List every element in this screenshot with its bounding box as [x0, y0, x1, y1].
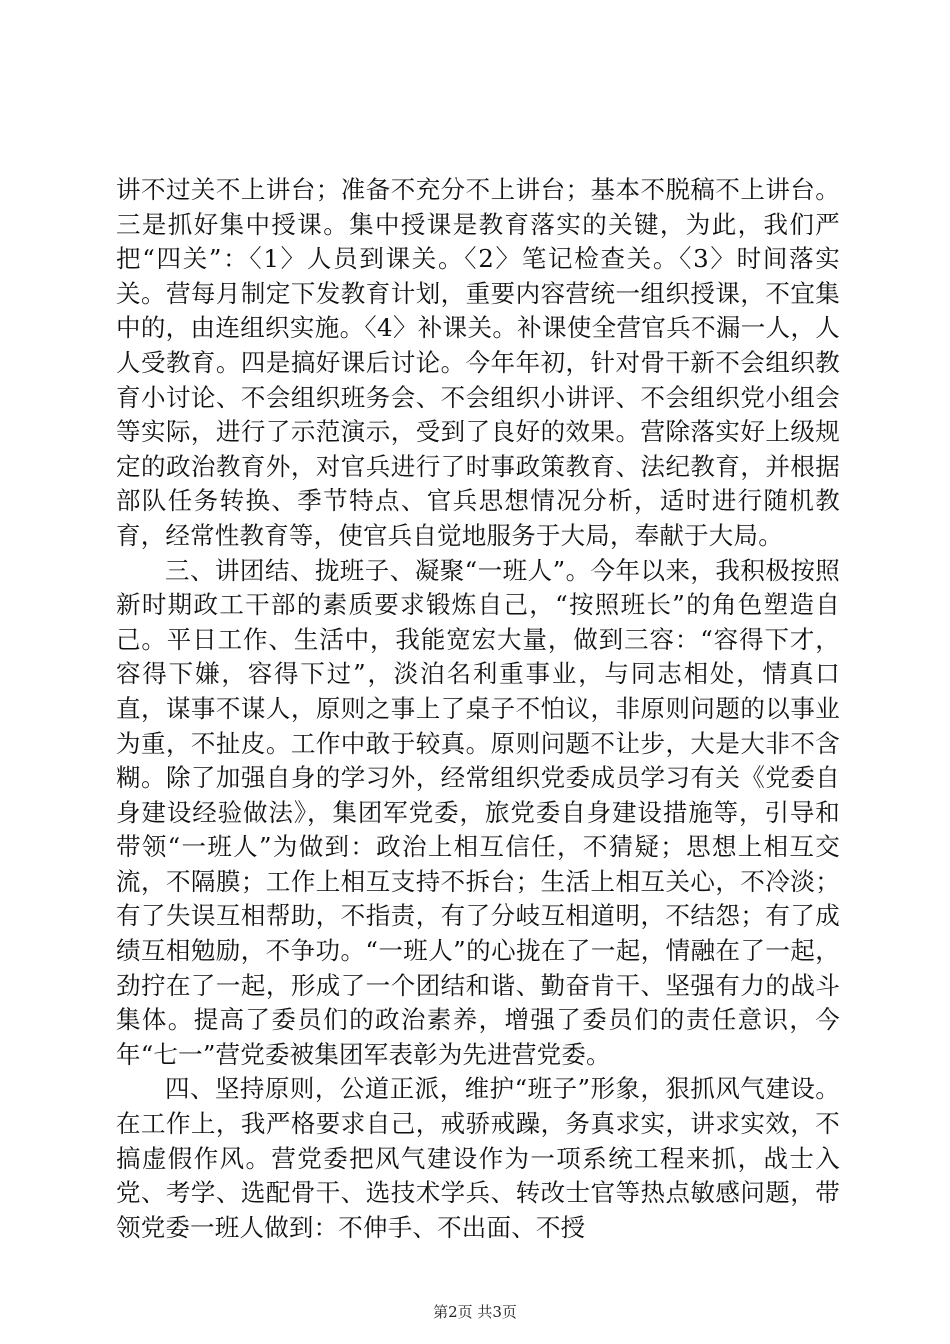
page-footer: 第2页 共3页 — [433, 1303, 517, 1321]
paragraph-3: 四、坚持原则，公道正派，维护“班子”形象，狠抓风气建设。在工作上，我严格要求自己，戒骄戒躁，务真求实，讲求实效，不搞虚假作风。营党委把风气建设作为一项系统工程来抓，战士入党、考学、选配骨干、选技术学兵、转改士官等热点敏感问题，带领党委一班人做到：不伸手、不出面、不授 — [116, 1074, 840, 1242]
paragraph-1: 讲不过关不上讲台；准备不充分不上讲台；基本不脱稿不上讲台。三是抓好集中授课。集中授课是教育落实的关键，为此，我们严把“四关”：〈1〉人员到课关。〈2〉笔记检查关。〈3〉时间落实关。营每月制定下发教育计划，重要内容营统一组织授课，不宜集中的，由连组织实施。〈4〉补课关。补课使全营官兵不漏一人，人人受教育。四是搞好课后讨论。今年年初，针对骨干新不会组织教育小讨论、不会组织班务会、不会组织小讲评、不会组织党小组会等实际，进行了示范演示，受到了良好的效果。营除落实好上级规定的政治教育外，对官兵进行了时事政策教育、法纪教育，并根据部队任务转换、季节特点、官兵思想情况分析，适时进行随机教育，经常性教育等，使官兵自觉地服务于大局，奉献于大局。 — [116, 175, 840, 550]
body-text — [116, 173, 840, 1245]
paragraph-2: 三、讲团结、拢班子、凝聚“一班人”。今年以来，我积极按照新时期政工干部的素质要求锻炼自己，“按照班长”的角色塑造自己。平日工作、生活中，我能宽宏大量，做到三容：“容得下才，容得下嫌，容得下过”，淡泊名利重事业，与同志相处，情真口直，谋事不谋人，原则之事上了桌子不怕议，非原则问题的以事业为重，不扯皮。工作中敢于较真。原则问题不让步，大是大非不含糊。除了加强自身的学习外，经常组织党委成员学习有关《党委自身建设经验做法》，集团军党委，旅党委自身建设措施等，引导和带领“一班人”为做到：政治上相互信任，不猜疑；思想上相互交流，不隔膜；工作上相互支持不拆台；生活上相互关心，不冷淡；有了失误互相帮助，不指责，有了分岐互相道明，不结怨；有了成绩互相勉励，不争功。“一班人”的心拢在了一起，情融在了一起，劲拧在了一起，形成了一个团结和谐、勤奋肯干、坚强有力的战斗集体。提高了委员们的政治素养，增强了委员们的责任意识，今年“七一”营党委被集团军表彰为先进营党委。 — [116, 555, 840, 1069]
